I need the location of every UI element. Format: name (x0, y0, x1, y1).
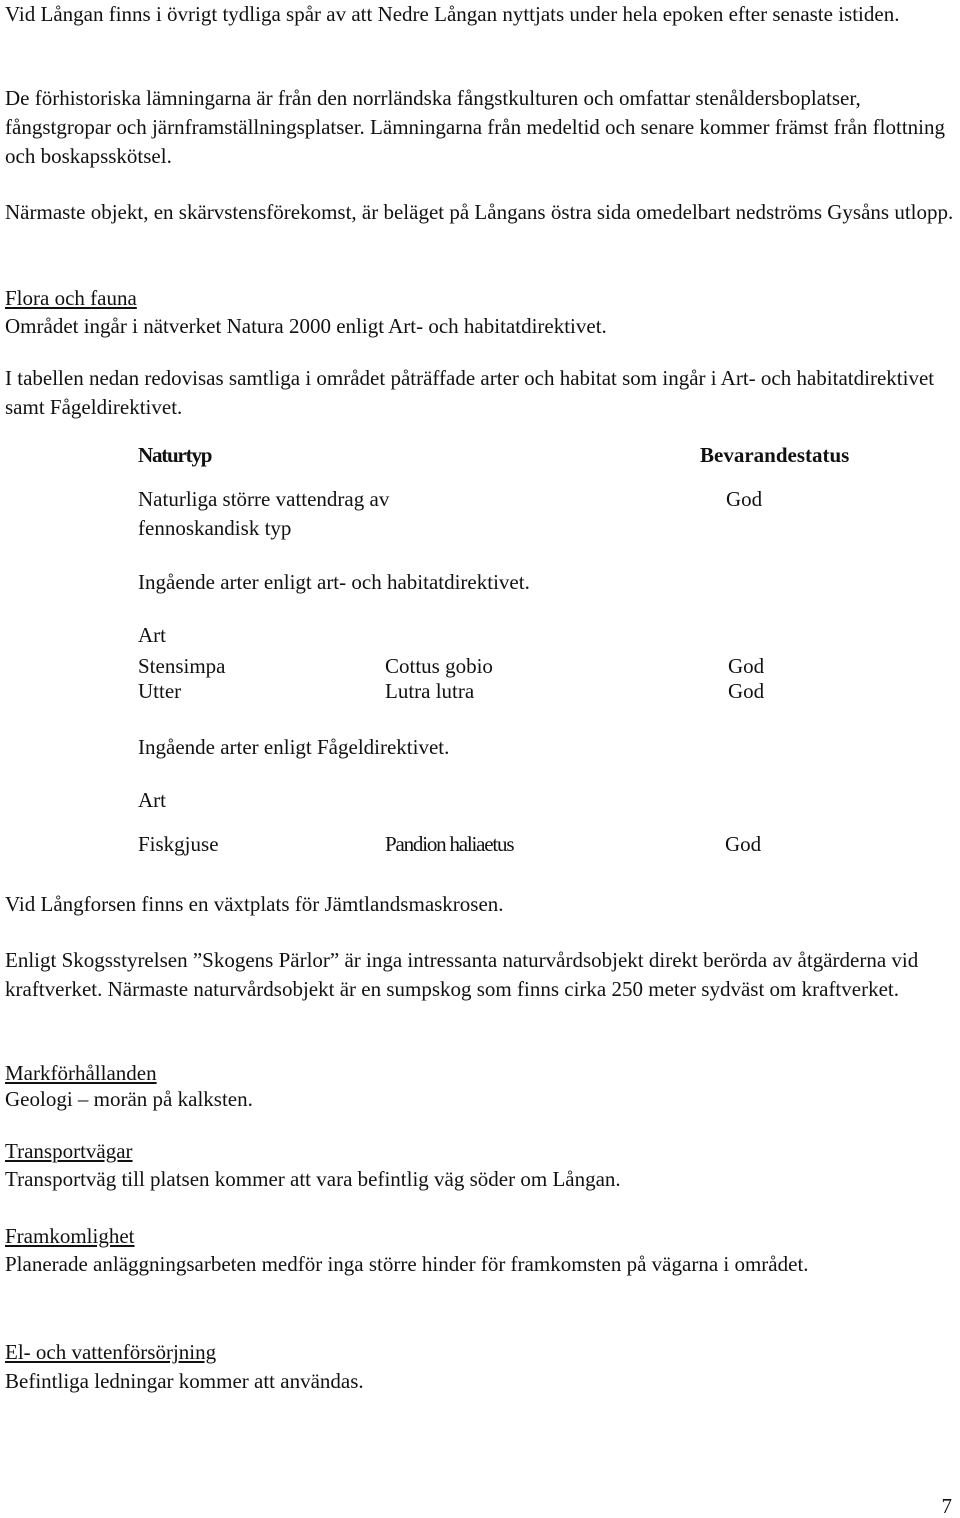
table-row-status: God (725, 832, 762, 856)
art-habitat-title: Ingående arter enligt art- och habitatdirektivet. (138, 570, 530, 594)
after-paragraph-2: Enligt Skogsstyrelsen ”Skogens Pärlor” är inga intressanta naturvårdsobjekt direkt berörda av åtgärderna vid kraftverket. Närmaste naturvårdsobjekt är en sumpskog som finns cirka 250 meter sydväst om kraftverket. (5, 948, 919, 1001)
table-row-status: God (728, 679, 765, 703)
table-row-latin: Pandion haliaetus (385, 832, 514, 856)
fagel-col-art: Art (138, 788, 166, 812)
naturtyp-line-2: fennoskandisk typ (138, 516, 292, 540)
table-row-latin: Cottus gobio (385, 654, 493, 678)
page-number: 7 (941, 1494, 952, 1518)
el-heading: El- och vattenförsörjning (5, 1340, 217, 1364)
naturtyp-line-1: Naturliga större vattendrag av (138, 487, 390, 511)
flora-paragraph-1: Området ingår i nätverket Natura 2000 enligt Art- och habitatdirektivet. (5, 314, 607, 338)
intro-paragraph-2: De förhistoriska lämningarna är från den norrländska fångstkulturen och omfattar stenåldersboplatser, fångstgropar och järnframställningsplatser. Lämningarna från medeltid och senare kommer främst från flottning och boskapsskötsel. (5, 86, 946, 168)
table-row-name: Fiskgjuse (138, 832, 219, 856)
art-habitat-col-art: Art (138, 623, 166, 647)
after-paragraph-1: Vid Långforsen finns en växtplats för Jämtlandsmaskrosen. (5, 892, 504, 916)
naturtyp-status: God (726, 487, 763, 511)
table-row-latin: Lutra lutra (385, 679, 475, 703)
el-text: Befintliga ledningar kommer att användas. (5, 1369, 364, 1393)
col-naturtyp-header: Naturtyp (138, 443, 212, 467)
col-bevarandestatus-header: Bevarandestatus (700, 443, 850, 467)
mark-heading: Markförhållanden (5, 1061, 157, 1085)
framkomlighet-heading: Framkomlighet (5, 1224, 135, 1248)
table-row-name: Stensimpa (138, 654, 226, 678)
intro-paragraph-3: Närmaste objekt, en skärvstensförekomst, är beläget på Långans östra sida omedelbart nedströms Gysåns utlopp. (5, 200, 954, 224)
transport-heading: Transportvägar (5, 1139, 133, 1163)
flora-heading: Flora och fauna (5, 286, 137, 310)
framkomlighet-text: Planerade anläggningsarbeten medför inga större hinder för framkomsten på vägarna i området. (5, 1252, 809, 1276)
flora-paragraph-2: I tabellen nedan redovisas samtliga i området påträffade arter och habitat som ingår i Art- och habitatdirektivet samt Fågeldirektivet. (5, 366, 935, 419)
fagel-title: Ingående arter enligt Fågeldirektivet. (138, 735, 450, 759)
mark-text: Geologi – morän på kalksten. (5, 1087, 253, 1111)
table-row-status: God (728, 654, 765, 678)
table-row-name: Utter (138, 679, 182, 703)
transport-text: Transportväg till platsen kommer att vara befintlig väg söder om Långan. (5, 1167, 621, 1191)
intro-paragraph-1: Vid Långan finns i övrigt tydliga spår av att Nedre Långan nyttjats under hela epoken efter senaste istiden. (5, 2, 900, 26)
